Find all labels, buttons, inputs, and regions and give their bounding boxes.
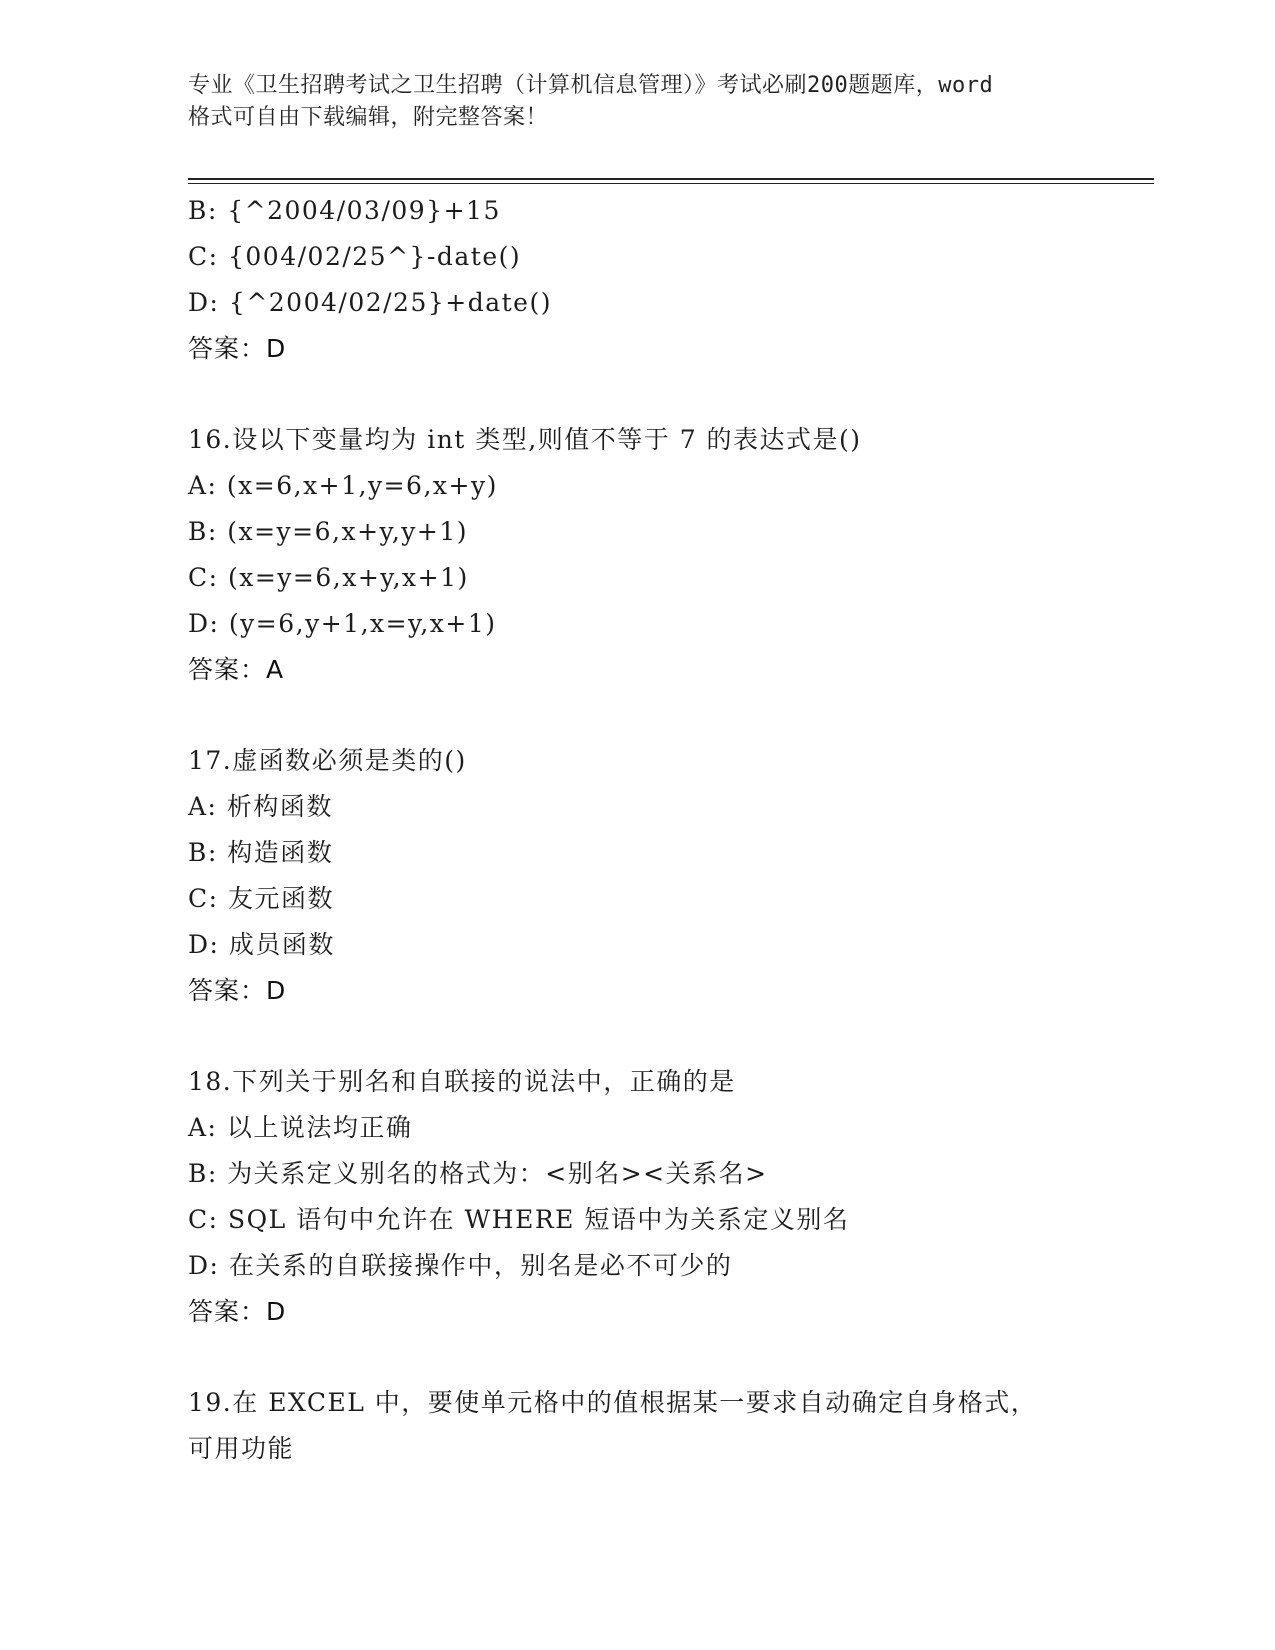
header-divider-thick: [188, 178, 1154, 180]
option-d: D: 在关系的自联接操作中，别名是必不可少的: [188, 1251, 733, 1280]
answer-line: 答案：D: [188, 1297, 287, 1326]
option-c: C: {004/02/25^}-date(): [188, 242, 522, 271]
option-d: D: 成员函数: [188, 930, 335, 959]
question-16: [188, 417, 1148, 693]
header-title-line-2: 格式可自由下载编辑，附完整答案！: [188, 105, 549, 130]
option-a: A: 析构函数: [188, 792, 333, 821]
question-15-remainder: [188, 188, 1148, 372]
answer-line: 答案：A: [188, 655, 285, 684]
option-a: A: 以上说法均正确: [188, 1113, 413, 1142]
answer-line: 答案：D: [188, 334, 287, 363]
question-stem-line-1: 19.在 EXCEL 中，要使单元格中的值根据某一要求自动确定自身格式，: [188, 1388, 1038, 1417]
question-stem: 16.设以下变量均为 int 类型,则值不等于 7 的表达式是(): [188, 425, 862, 454]
question-stem: 17.虚函数必须是类的(): [188, 746, 467, 775]
document-header: [188, 70, 1108, 134]
option-b: B: {^2004/03/09}+15: [188, 196, 501, 225]
answer-line: 答案：D: [188, 976, 287, 1005]
question-stem-line-2: 可用功能: [188, 1434, 295, 1463]
option-b: B: (x=y=6,x+y,y+1): [188, 517, 468, 546]
header-divider-thin: [188, 183, 1154, 184]
option-d: D: {^2004/02/25}+date(): [188, 288, 552, 317]
header-title-line-1: 专业《卫生招聘考试之卫生招聘（计算机信息管理）》考试必刷200题题库，word: [188, 73, 994, 98]
option-a: A: (x=6,x+1,y=6,x+y): [188, 471, 498, 500]
question-17: [188, 738, 1148, 1014]
option-c: C: (x=y=6,x+y,x+1): [188, 563, 469, 592]
option-c: C: SQL 语句中允许在 WHERE 短语中为关系定义别名: [188, 1205, 850, 1234]
option-c: C: 友元函数: [188, 884, 334, 913]
question-19: [188, 1380, 1148, 1472]
option-b: B: 构造函数: [188, 838, 334, 867]
option-d: D: (y=6,y+1,x=y,x+1): [188, 609, 497, 638]
question-stem: 18.下列关于别名和自联接的说法中，正确的是: [188, 1067, 736, 1096]
document-body: [188, 188, 1148, 1472]
option-b: B: 为关系定义别名的格式为：<别名><关系名>: [188, 1159, 768, 1188]
question-18: [188, 1059, 1148, 1335]
